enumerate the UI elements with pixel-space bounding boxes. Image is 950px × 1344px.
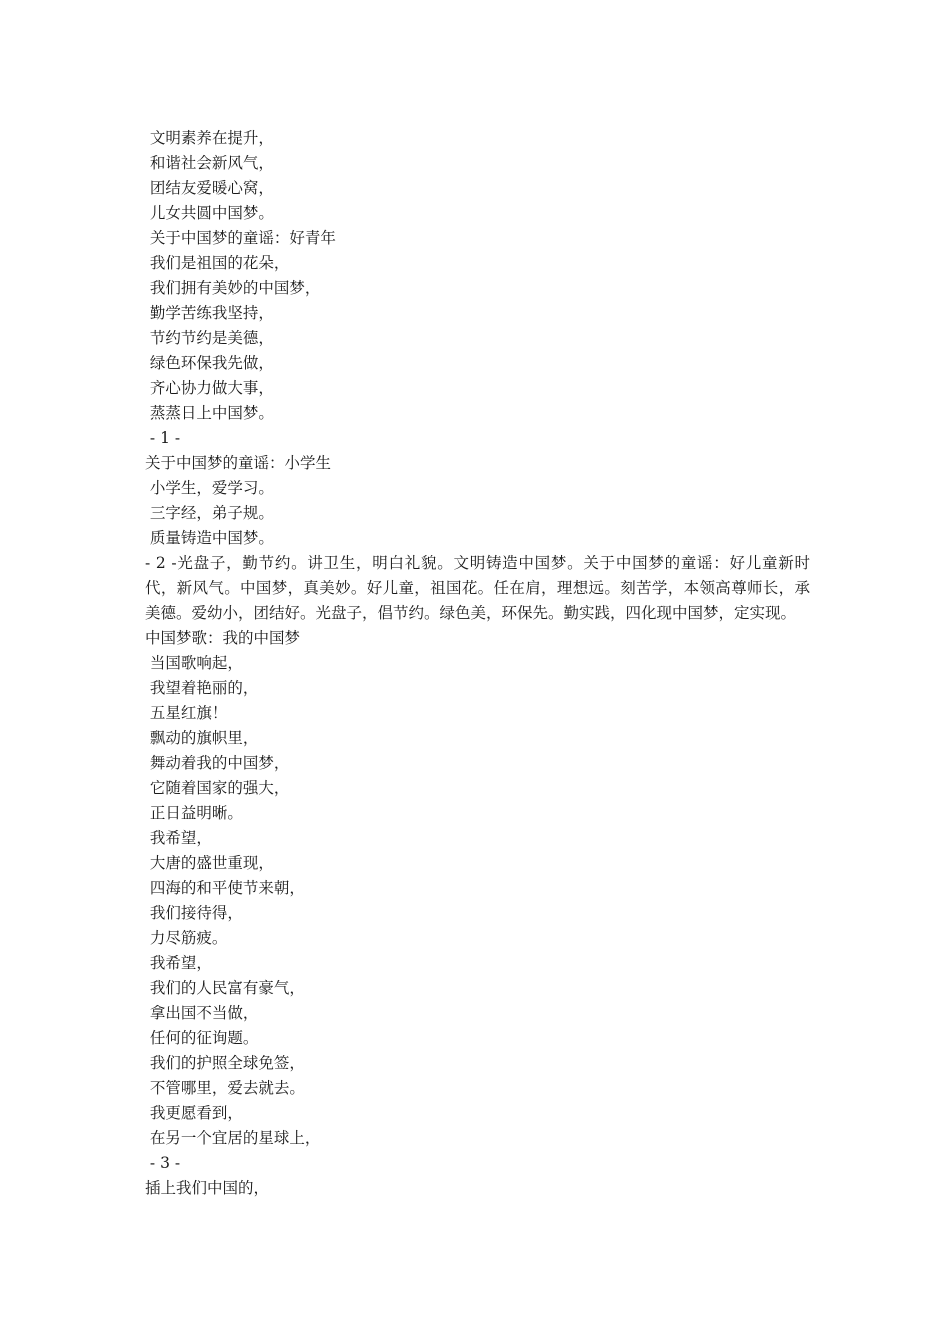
text-line: 蒸蒸日上中国梦。: [145, 404, 274, 422]
text-line: 小学生，爱学习。: [145, 479, 274, 497]
text-line: 我更愿看到，: [145, 1104, 243, 1122]
text-line: 我们是祖国的花朵，: [145, 254, 290, 272]
text-line: 我们的护照全球免签，: [145, 1054, 305, 1072]
text-line: 任何的征询题。: [145, 1029, 259, 1047]
text-line: 三字经，弟子规。: [145, 504, 274, 522]
text-line: 四海的和平使节来朝，: [145, 879, 305, 897]
text-line: 五星红旗！: [145, 704, 228, 722]
text-line: 我望着艳丽的，: [145, 679, 259, 697]
section-title: 关于中国梦的童谣：小学生: [145, 454, 332, 472]
text-line: 我们拥有美妙的中国梦，: [145, 279, 321, 297]
text-line: 在另一个宜居的星球上，: [145, 1129, 321, 1147]
document-body: [145, 126, 810, 1201]
text-line: 我希望，: [145, 954, 212, 972]
page-number: - 1 -: [145, 429, 181, 447]
text-line: 勤学苦练我坚持，: [145, 304, 274, 322]
text-line: 质量铸造中国梦。: [145, 529, 274, 547]
page-number: - 3 -: [145, 1154, 181, 1172]
body-paragraph: - 2 -光盘子，勤节约。讲卫生，明白礼貌。文明铸造中国梦。关于中国梦的童谣：好儿童新时代，新风气。中国梦，真美妙。好儿童，祖国花。任在肩，理想远。刻苦学，本领高尊师长，承美德。爱幼小，团结好。光盘子，倡节约。绿色美，环保先。勤实践，四化现中国梦，定实现。: [145, 554, 810, 622]
text-line: 大唐的盛世重现，: [145, 854, 274, 872]
text-line: 和谐社会新风气，: [145, 154, 274, 172]
section-title: 中国梦歌：我的中国梦: [145, 629, 301, 647]
text-line: 力尽筋疲。: [145, 929, 228, 947]
text-line: 绿色环保我先做，: [145, 354, 274, 372]
text-line: 飘动的旗帜里，: [145, 729, 259, 747]
text-line: 文明素养在提升，: [145, 129, 274, 147]
text-line: 我希望，: [145, 829, 212, 847]
text-line: 拿出国不当做，: [145, 1004, 259, 1022]
text-line: 插上我们中国的，: [145, 1179, 270, 1197]
text-line: 正日益明晰。: [145, 804, 243, 822]
text-line: 齐心协力做大事，: [145, 379, 274, 397]
text-line: 它随着国家的强大，: [145, 779, 290, 797]
text-line: 我们接待得，: [145, 904, 243, 922]
text-line: 节约节约是美德，: [145, 329, 274, 347]
text-line: 不管哪里，爱去就去。: [145, 1079, 305, 1097]
text-line: 儿女共圆中国梦。: [145, 204, 274, 222]
text-line: 舞动着我的中国梦，: [145, 754, 290, 772]
text-line: 当国歌响起，: [145, 654, 243, 672]
text-line: 团结友爱暖心窝，: [145, 179, 274, 197]
text-line: 我们的人民富有豪气，: [145, 979, 305, 997]
heading-line: 关于中国梦的童谣：好青年: [145, 229, 336, 247]
